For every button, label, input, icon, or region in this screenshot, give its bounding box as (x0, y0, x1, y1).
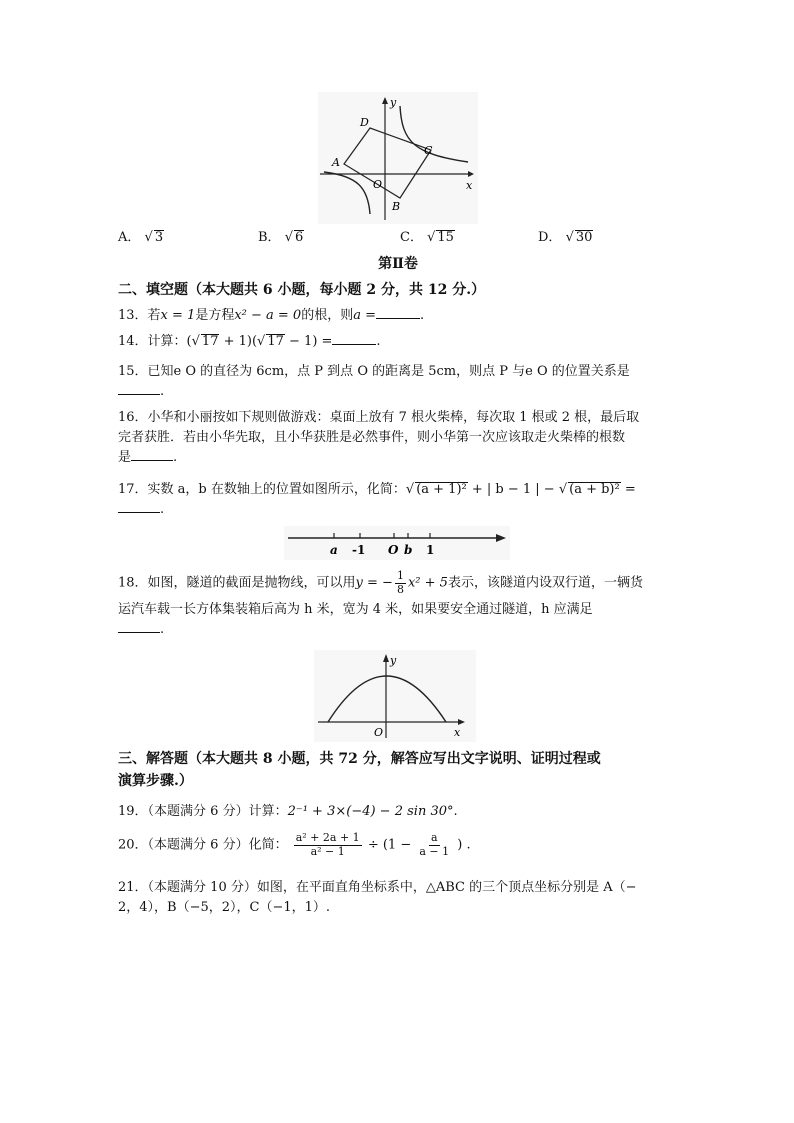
answer-blank[interactable] (118, 383, 160, 395)
question-16: 16．小华和小丽按如下规则做游戏：桌面上放有 7 根火柴棒，每次取 1 根或 2 根，最后取 完者获胜．若由小华先取，且小华获胜是必然事件，则小华第一次应该取走火柴棒的根数 是 . (118, 410, 640, 466)
label-o: O (374, 726, 384, 739)
question-14: 14．计算：(√ 17 + 1)(√ 17 − 1) = . (118, 334, 381, 349)
label-c: C (424, 144, 433, 157)
label-y: y (390, 96, 397, 109)
number-line-figure (284, 526, 510, 560)
choice-c[interactable]: C． √ 15 (400, 230, 454, 245)
label-o: O (388, 543, 399, 557)
label-y: y (390, 654, 397, 667)
label-a: A (332, 156, 340, 169)
label-b: b (404, 543, 413, 557)
hyperbola-rhombus-figure (318, 92, 478, 224)
fraction: $\frac{1}{8}$ (396, 569, 404, 596)
question-19: 19．（本题满分 6 分）计算：2⁻¹ + 3×(−4) − 2 sin 30°. (118, 804, 458, 819)
answer-blank[interactable] (131, 449, 173, 461)
parabola-tunnel-figure (314, 650, 476, 742)
section-3-title: 三、解答题（本大题共 8 小题，共 72 分，解答应写出文字说明、证明过程或 演算步骤.） (118, 751, 601, 790)
answer-blank[interactable] (118, 501, 160, 513)
choice-b[interactable]: B． √ 6 (258, 230, 304, 245)
label-o: O (373, 178, 383, 191)
volume-title: 第Ⅱ卷 (378, 256, 418, 272)
choice-d[interactable]: D． √ 30 (538, 230, 593, 245)
question-18: 18．如图，隧道的截面是抛物线，可以用y = − $\frac{1}{8}$ x² + 5表示，该隧道内设双行道，一辆货 运汽车载一长方体集装箱后高为 h 米，宽为 4 米，如果要安全通过隧道，h 应满足 . (118, 569, 643, 638)
radicand: 15 (437, 230, 454, 245)
answer-blank[interactable] (376, 307, 420, 319)
question-21: 21．（本题满分 10 分）如图，在平面直角坐标系中，△ABC 的三个顶点坐标分别是 A（− 2，4），B（−5，2），C（−1，1）. (118, 880, 637, 916)
label-d: D (360, 116, 369, 129)
question-13: 13．若x = 1是方程x² − a = 0的根，则a = . (118, 308, 425, 323)
label-1: 1 (426, 543, 435, 557)
section-2-title: 二、填空题（本大题共 6 小题，每小题 2 分，共 12 分.） (118, 282, 486, 298)
question-15: 15．已知e O 的直径为 6cm，点 P 到点 O 的距离是 5cm，则点 P 与e O 的位置关系是 . (118, 364, 630, 400)
question-17: 17．实数 a，b 在数轴上的位置如图所示，化简：√ (a + 1)² + | b − 1 | − √ (a + b)² = . (118, 482, 636, 518)
answer-blank[interactable] (332, 333, 376, 345)
label-b: B (392, 200, 401, 213)
radicand: 6 (295, 230, 304, 245)
radicand: 3 (154, 230, 164, 245)
radicand: 30 (575, 230, 593, 245)
choice-a[interactable]: A． √ 3 (118, 230, 164, 245)
label-x: x (466, 179, 473, 192)
answer-blank[interactable] (118, 621, 160, 633)
question-20: 20．（本题满分 6 分）化简： $\frac{\text{a² + 2a + 1}}{\text{a² − 1}}$ ÷ (1 − $\frac{a}{a - 1}$ ) . (118, 831, 471, 858)
label-minus-1: -1 (352, 543, 366, 557)
fraction: $\frac{a}{a - 1}$ (419, 831, 450, 858)
fraction: $\frac{\text{a² + 2a + 1}}{\text{a² − 1}}$ (295, 831, 360, 858)
label-a: a (330, 543, 338, 557)
label-x: x (454, 726, 461, 739)
